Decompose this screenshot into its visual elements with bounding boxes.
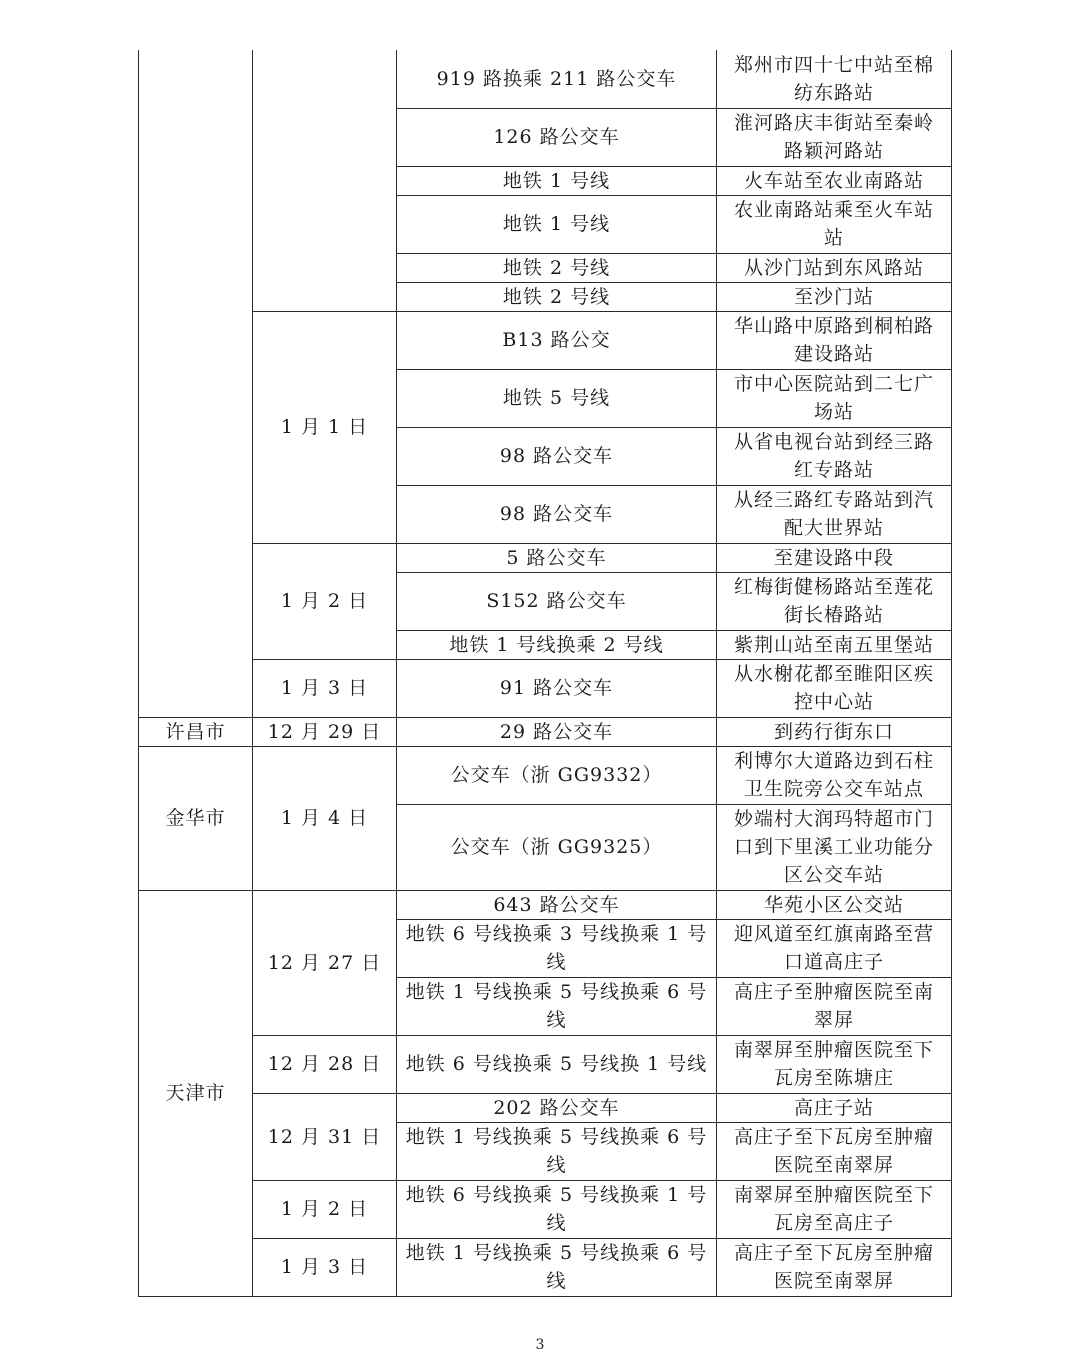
route-cell: 地铁 6 号线换乘 5 号线换乘 1 号线 [397,1180,717,1238]
destination-cell: 迎风道至红旗南路至营口道高庄子 [717,919,952,977]
destination-cell: 农业南路站乘至火车站站 [717,195,952,253]
destination-cell: 郑州市四十七中站至棉纺东路站 [717,50,952,108]
date-cell: 12 月 29 日 [253,717,397,746]
destination-cell: 高庄子至肿瘤医院至南翠屏 [717,977,952,1035]
route-cell: 地铁 2 号线 [397,253,717,282]
table-row [139,890,952,919]
destination-cell: 火车站至农业南路站 [717,166,952,195]
destination-cell: 华山路中原路到桐柏路建设路站 [717,311,952,369]
date-cell: 1 月 2 日 [253,1180,397,1238]
city-cell [139,50,253,717]
destination-cell: 到药行街东口 [717,717,952,746]
destination-cell: 从水榭花都至睢阳区疾控中心站 [717,659,952,717]
route-cell: 公交车（浙 GG9332） [397,746,717,804]
route-cell: 29 路公交车 [397,717,717,746]
destination-cell: 从沙门站到东风路站 [717,253,952,282]
route-cell: 地铁 5 号线 [397,369,717,427]
route-cell: 地铁 2 号线 [397,282,717,311]
date-cell: 12 月 27 日 [253,890,397,1035]
route-cell: S152 路公交车 [397,572,717,630]
table-row [139,1180,952,1238]
table-row [139,717,952,746]
date-cell: 1 月 2 日 [253,543,397,659]
route-cell: 126 路公交车 [397,108,717,166]
table-row [139,311,952,369]
route-cell: 地铁 1 号线换乘 5 号线换乘 6 号线 [397,1238,717,1296]
date-cell: 1 月 3 日 [253,659,397,717]
route-cell: 地铁 1 号线换乘 5 号线换乘 6 号线 [397,1122,717,1180]
route-cell: 643 路公交车 [397,890,717,919]
date-cell: 1 月 1 日 [253,311,397,543]
route-cell: 地铁 1 号线 [397,195,717,253]
destination-cell: 高庄子至下瓦房至肿瘤医院至南翠屏 [717,1238,952,1296]
table-body [139,50,952,1296]
transit-itinerary-table [138,50,952,1297]
route-cell: 公交车（浙 GG9325） [397,804,717,890]
date-cell: 12 月 28 日 [253,1035,397,1093]
route-cell: 202 路公交车 [397,1093,717,1122]
destination-cell: 红梅街健杨路站至莲花街长椿路站 [717,572,952,630]
destination-cell: 妙端村大润玛特超市门口到下里溪工业功能分区公交车站 [717,804,952,890]
city-cell: 天津市 [139,890,253,1296]
table-row [139,543,952,572]
route-cell: 地铁 6 号线换乘 5 号线换 1 号线 [397,1035,717,1093]
city-cell: 许昌市 [139,717,253,746]
destination-cell: 至沙门站 [717,282,952,311]
route-cell: 919 路换乘 211 路公交车 [397,50,717,108]
date-cell [253,50,397,311]
route-cell: 91 路公交车 [397,659,717,717]
destination-cell: 淮河路庆丰街站至秦岭路颖河路站 [717,108,952,166]
table-row [139,1093,952,1122]
route-cell: B13 路公交 [397,311,717,369]
date-cell: 1 月 3 日 [253,1238,397,1296]
table-row [139,1238,952,1296]
destination-cell: 至建设路中段 [717,543,952,572]
route-cell: 地铁 1 号线换乘 2 号线 [397,630,717,659]
page-number: 3 [535,1337,545,1353]
route-cell: 5 路公交车 [397,543,717,572]
destination-cell: 南翠屏至肿瘤医院至下瓦房至高庄子 [717,1180,952,1238]
destination-cell: 南翠屏至肿瘤医院至下瓦房至陈塘庄 [717,1035,952,1093]
destination-cell: 从经三路红专路站到汽配大世界站 [717,485,952,543]
route-cell: 地铁 1 号线换乘 5 号线换乘 6 号线 [397,977,717,1035]
route-cell: 98 路公交车 [397,485,717,543]
destination-cell: 高庄子站 [717,1093,952,1122]
destination-cell: 紫荆山站至南五里堡站 [717,630,952,659]
table-row [139,50,952,108]
route-cell: 地铁 1 号线 [397,166,717,195]
table-row [139,746,952,804]
table-row [139,659,952,717]
destination-cell: 市中心医院站到二七广场站 [717,369,952,427]
destination-cell: 利博尔大道路边到石柱卫生院旁公交车站点 [717,746,952,804]
route-cell: 98 路公交车 [397,427,717,485]
destination-cell: 从省电视台站到经三路红专路站 [717,427,952,485]
destination-cell: 高庄子至下瓦房至肿瘤医院至南翠屏 [717,1122,952,1180]
table-row [139,1035,952,1093]
date-cell: 1 月 4 日 [253,746,397,890]
city-cell: 金华市 [139,746,253,890]
destination-cell: 华苑小区公交站 [717,890,952,919]
date-cell: 12 月 31 日 [253,1093,397,1180]
route-cell: 地铁 6 号线换乘 3 号线换乘 1 号线 [397,919,717,977]
